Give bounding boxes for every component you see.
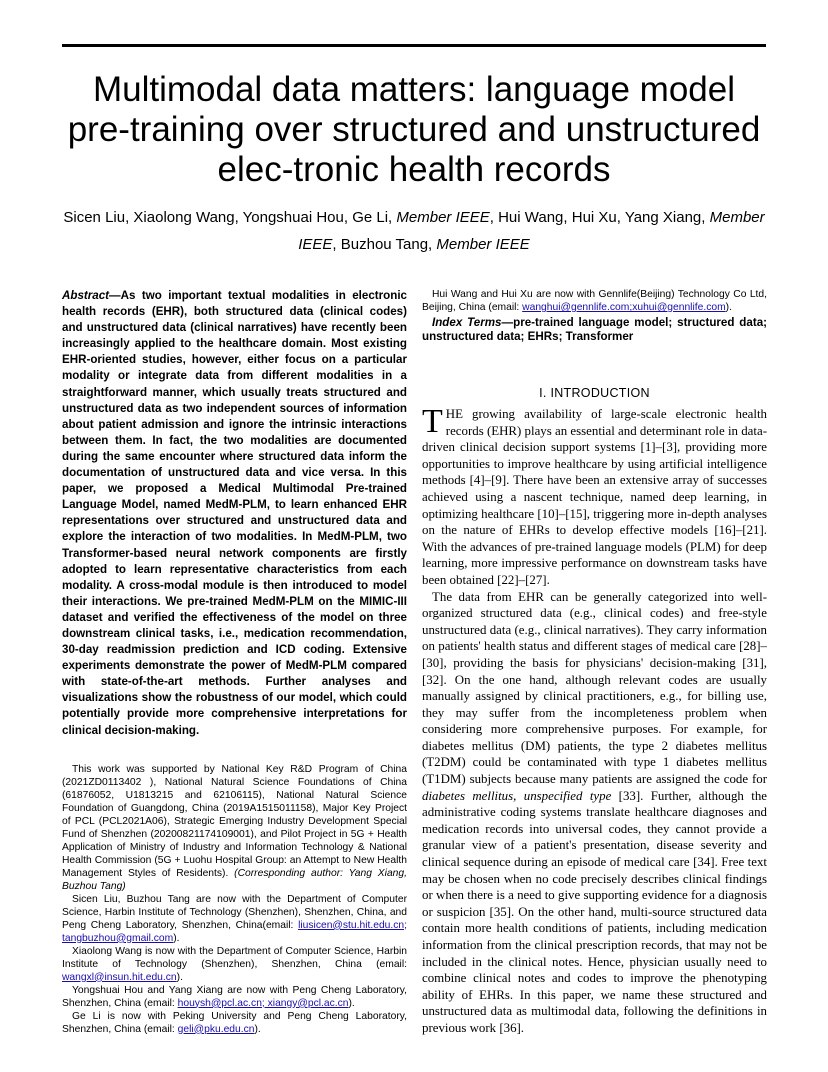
funding-text: This work was supported by National Key R&D Program of China (2021ZD0113402 ), National Natural Science Foundations of China (61876052, U1813215 and 62106115), National Natural Science Foundation of Guangdong, China (2019A1515011158), Major Key Project of PCL (PCL2021A06), Strategic Emerging Industry Development Special Fund of Shenzhen (20200821174109001), and Pilot Project in 5G + Health Application of Ministry of Industry and Information Technology & National Health Commission (5G + Luohu Hospital Group: an Attempt to New Health Management Styles of Residents). [62, 763, 407, 879]
footnote-liu-tang [62, 893, 407, 945]
footnote-hou-xiang [62, 984, 407, 1010]
close-paren: ). [176, 971, 183, 983]
corresponding-authors: (Corresponding author: Yang Xiang, Buzhou Tang) [62, 867, 407, 892]
member-ieee-1: Member IEEE [396, 209, 490, 226]
authors-part-3: , Buzhou Tang, [332, 236, 437, 253]
intro-paragraph-2 [422, 589, 767, 1037]
intro-paragraph-1 [422, 403, 767, 589]
author-list [62, 204, 766, 258]
abstract-lead: Abstract [62, 289, 110, 302]
intro-p2-italic: diabetes mellitus, unspecified type [422, 788, 612, 803]
top-rule [62, 44, 766, 47]
liu-tang-email-link[interactable]: liusicen@stu.hit.edu.cn; tangbuzhou@gmail.com [62, 919, 407, 944]
section-heading-introduction: I. INTRODUCTION [539, 386, 650, 400]
hou-xiang-email-link[interactable]: houysh@pcl.ac.cn; xiangy@pcl.ac.cn [177, 997, 349, 1009]
right-column [422, 288, 767, 1037]
wang-email-link[interactable]: wangxl@insun.hit.edu.cn [62, 971, 177, 983]
abstract [62, 288, 407, 739]
authors-part-2: , Hui Wang, Hui Xu, Yang Xiang, [489, 209, 710, 226]
index-terms-lead: Index Terms [432, 316, 502, 329]
wang-xu-text: Hui Wang and Hui Xu are now with Gennlife(Beijing) Technology Co Ltd, Beijing, China (email: [422, 289, 767, 313]
intro-p1-text: HE growing availability of large-scale electronic health records (EHR) plays an essential and determinant role in data-driven clinical decision support systems [1]–[3], providing more opportunities to improve healthcare by using artificial intelligence methods [4]–[9]. There have been an extensive array of successes achieved using a nascent technique, named deep learning, in optimizing healthcare [10]–[15], triggering more in-depth analyses on the nature of EHRs to develop effective models [16]–[21]. With the advances of pre-trained language models (PLM) for deep learning, more impressive performance on downstream tasks have been obtained [22]–[27]. [422, 407, 767, 587]
member-ieee-2: Member [709, 209, 765, 226]
footnote-funding [62, 763, 407, 893]
li-text: Ge Li is now with Peking University and Peng Cheng Laboratory, Shenzhen, China (email: [62, 1010, 407, 1035]
abstract-dash: — [109, 289, 121, 302]
index-terms-text: pre-trained language model; structured data; unstructured data; EHRs; Transformer [422, 316, 768, 343]
footnote-li [62, 1010, 407, 1036]
intro-p2-text-b: [33]. Further, although the administrative coding systems translate healthcare diagnoses and medication records into universal codes, they cannot provide a granular view of a patient's presentation, disease severity and clinical sequence during an episode of medical care [34]. Free text may be chosen when no code precisely describes clinical findings or when there is a need to give supporting evidence for a diagnosis or suspicion [35]. On the other hand, multi-source structured data contain more health conditions of patients, including medication information from the clinical prescription records, that may not be included in the clinical notes. Hence, physician usually need to combine clinical notes and codes to improve the phenotyping ability of EHRs. In this paper, we name these structured and unstructured data as multimodal data, following the definitions in previous work [36]. [422, 788, 767, 1035]
liu-tang-text: Sicen Liu, Buzhou Tang are now with the Department of Computer Science, Harbin Institute of Technology (Shenzhen), Shenzhen, China, and Peng Cheng Laboratory, Shenzhen, China(email: [62, 893, 407, 931]
close-paren: ). [348, 997, 355, 1009]
member-ieee-3: Member IEEE [436, 236, 530, 253]
abstract-text: As two important textual modalities in electronic health records (EHR), both structured data (clinical codes) and unstructured data (clinical narratives) have recently been increasingly applied to the healthcare domain. Most existing EHR-oriented studies, however, either focus on a particular modality or integrate data from different modalities in a straightforward manner, which usually treats structured and unstructured data as two independent sources of information about patient admission and ignore the intrinsic interactions between them. In fact, the two modalities are documented during the same encounter where structured data inform the documentation of unstructured data and vice versa. In this paper, we proposed a Medical Multimodal Pre-trained Language Model, named MedM-PLM, to learn enhanced EHR representations over structured and unstructured data and explore the interaction of two modalities. In MedM-PLM, two Transformer-based neural network components are firstly adopted to learn representative characteristics from each modality. A cross-modal module is then introduced to model their interactions. We pre-trained MedM-PLM on the MIMIC-III dataset and verified the effectiveness of the model on three downstream clinical tasks, i.e., medication recommendation, 30-day readmission prediction and ICD coding. Extensive experiments demonstrate the power of MedM-PLM compared with state-of-the-art methods. Further analyses and visualizations show the robustness of our model, which could potentially provide more comprehensive interpretations for clinical decision-making. [62, 289, 407, 737]
close-paren: ). [173, 932, 180, 944]
left-column [62, 288, 407, 1036]
intro-p2-text-a: The data from EHR can be generally categorized into well-organized structured data (e.g., clinical codes) and free-style unstructured data (e.g., clinical narratives). They carry information on patients' health status and different stages of medical care [28]–[30], providing the basis for physicians' decision-making [31], [32]. On the one hand, although relevant codes are usually manually assigned by clinical practitioners, e.g., for billing use, they may suffer from the incompleteness problem when considering more comprehensive purposes. For example, for diabetes mellitus (DM) patients, the type 2 diabetes mellitus (T2DM) could be contaminated with type 1 diabetes mellitus (T1DM) subjects because many patients are assigned the code for [422, 589, 767, 787]
hou-xiang-text: Yongshuai Hou and Yang Xiang are now with Peng Cheng Laboratory, Shenzhen, China (email: [62, 984, 407, 1009]
footnote-wang [62, 945, 407, 984]
paper-title: Multimodal data matters: language model pre-training over structured and unstructured elec-tronic health records [67, 70, 761, 189]
footnotes [62, 763, 407, 1036]
drop-cap: T [422, 403, 443, 440]
index-terms-dash: — [501, 316, 514, 329]
authors-part-1: Sicen Liu, Xiaolong Wang, Yongshuai Hou, Ge Li, [63, 209, 397, 226]
close-paren: ). [254, 1023, 261, 1035]
close-paren: ). [725, 302, 732, 313]
li-email-link[interactable]: geli@pku.edu.cn [177, 1023, 255, 1035]
wang-text: Xiaolong Wang is now with the Department of Computer Science, Harbin Institute of Technology (Shenzhen), Shenzhen, China (email: [62, 945, 407, 970]
footnote-wang-xu [422, 288, 767, 314]
wang-xu-email-link[interactable]: wanghui@gennlife.com;xuhui@gennlife.com [522, 302, 726, 313]
member-ieee-2b: IEEE [298, 236, 333, 253]
index-terms [422, 316, 767, 344]
